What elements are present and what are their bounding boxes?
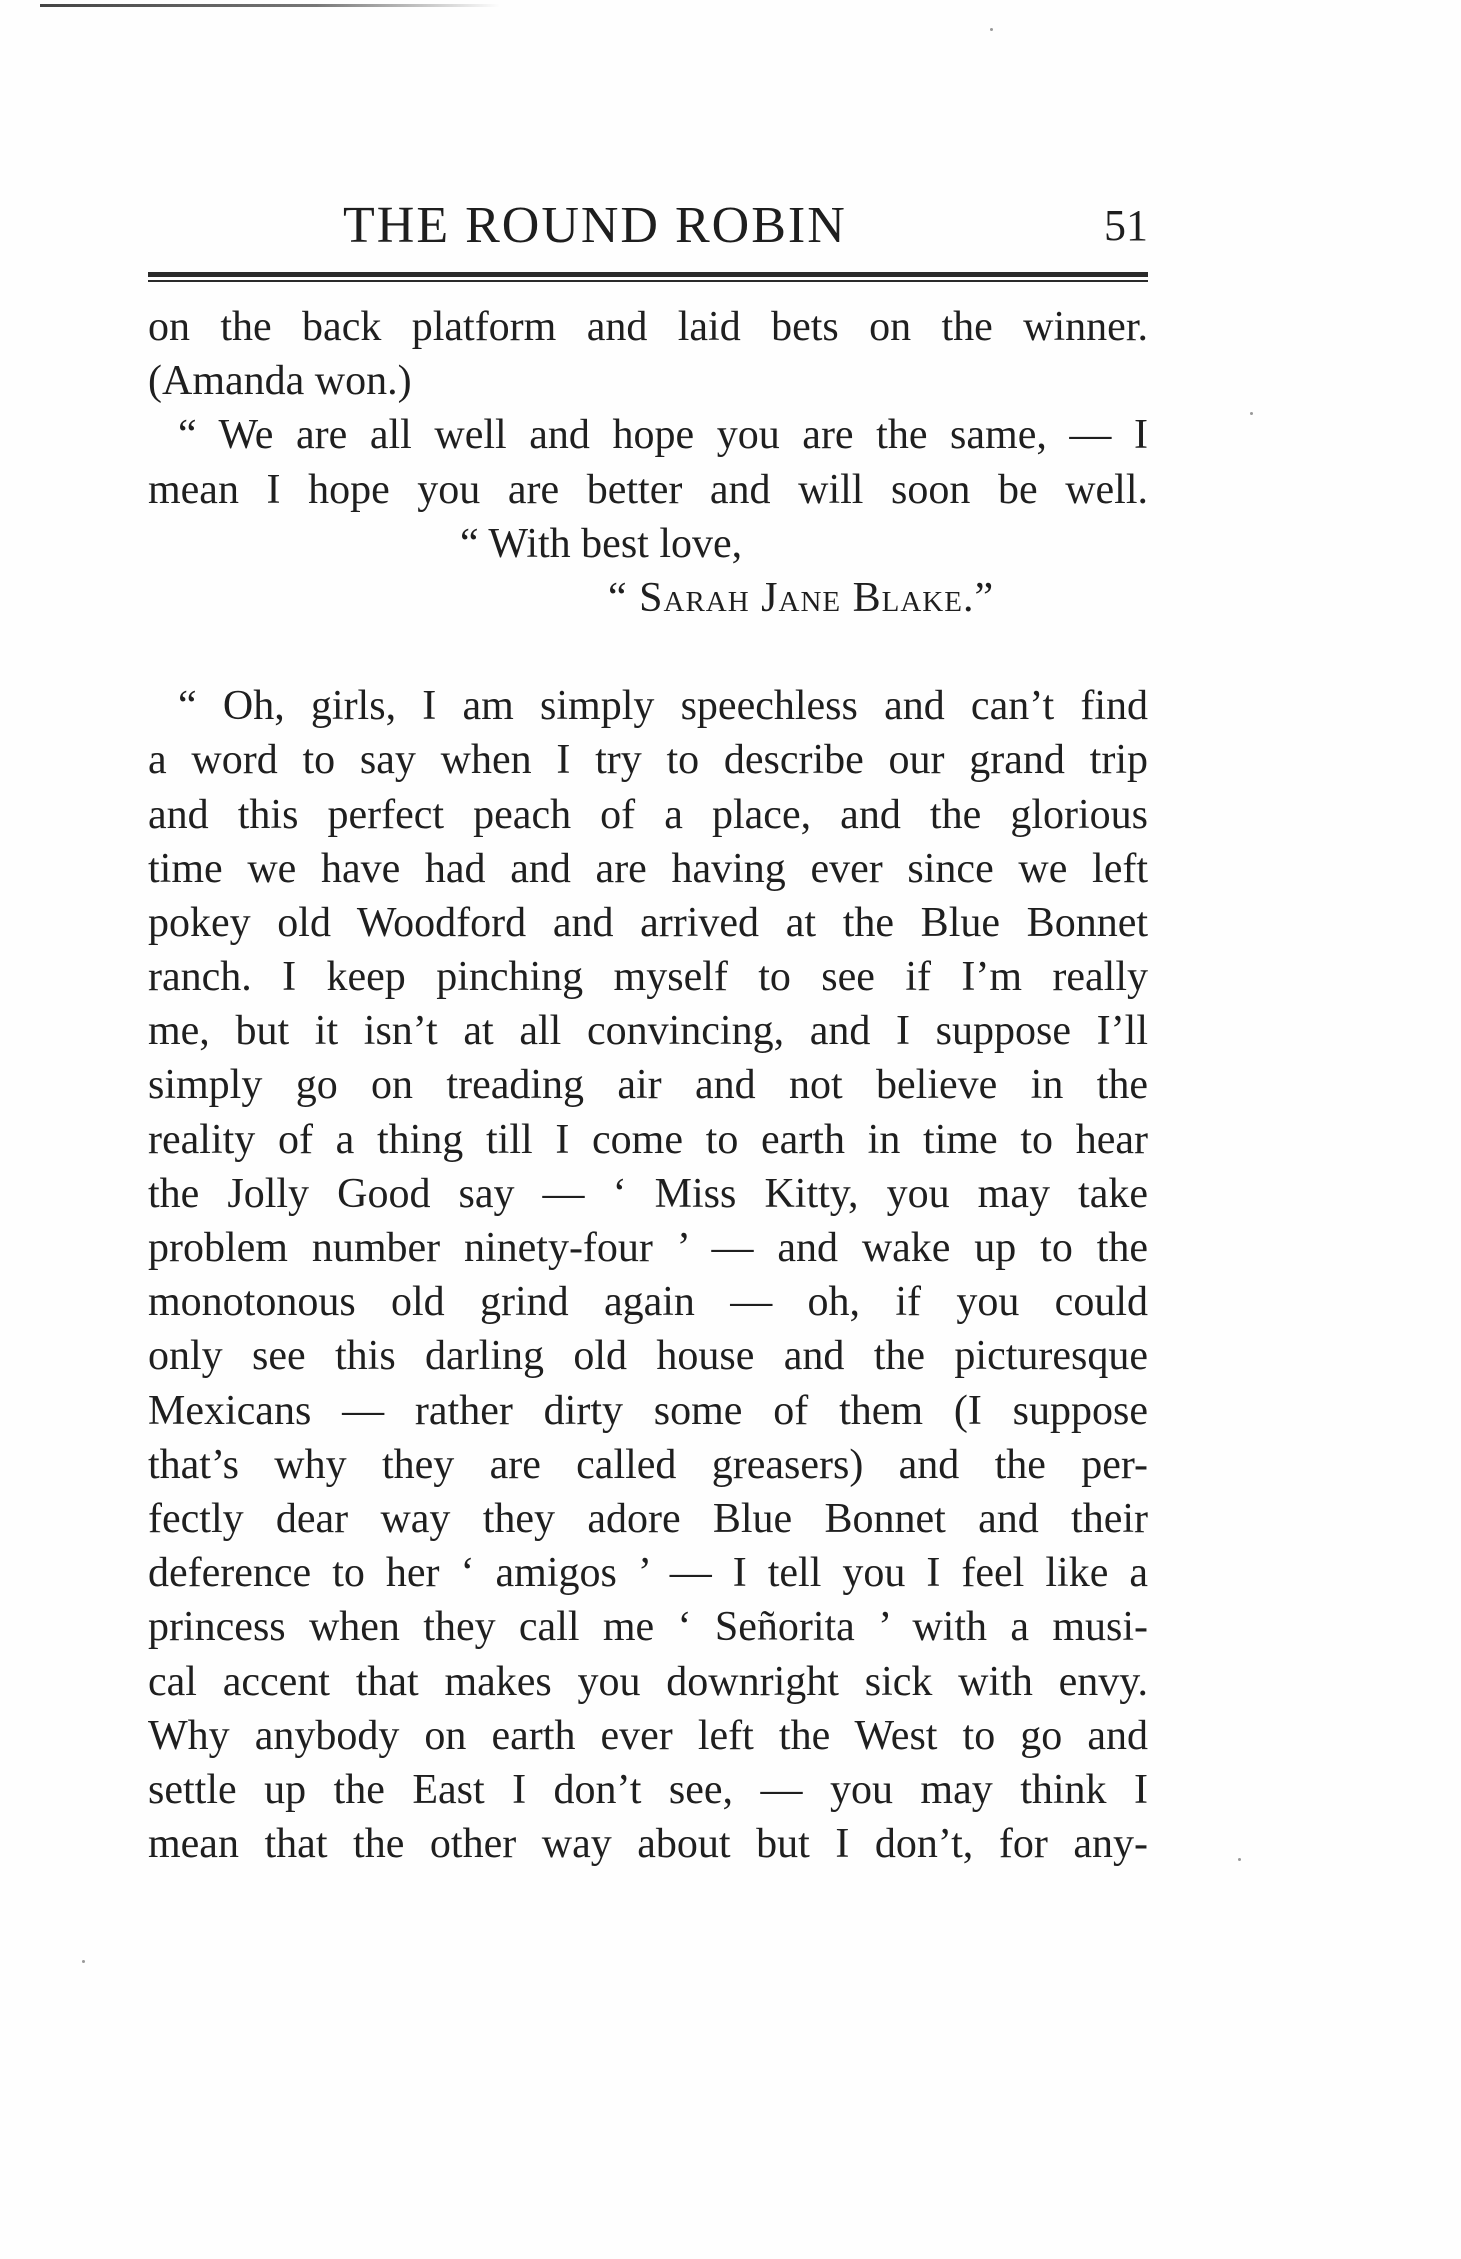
text-line: problem number ninety-four ’ — and wake up to the	[148, 1225, 1148, 1271]
text-line: on the back platform and laid bets on the winner.	[148, 304, 1148, 350]
text-line: time we have had and are having ever since we left	[148, 845, 1148, 892]
text-line: only see this darling old house and the picturesque	[148, 1333, 1148, 1380]
text-line: the Jolly Good say — ‘ Miss Kitty, you may take	[148, 1170, 1148, 1217]
text-line: monotonous old grind again — oh, if you could	[148, 1279, 1148, 1326]
header-rule-thin	[148, 280, 1148, 282]
text-line: Why anybody on earth ever left the West to go and	[148, 1712, 1148, 1759]
text-line: mean that the other way about but I don’t, for any-	[148, 1821, 1148, 1868]
scan-speck	[1238, 1858, 1241, 1861]
letter-closing: “ With best love,	[460, 520, 743, 567]
scan-speck	[1250, 412, 1253, 415]
header-rule-thick	[148, 272, 1148, 277]
scan-speck	[990, 28, 993, 31]
text-line: “ We are all well and hope you are the same, — I	[178, 412, 1148, 459]
letter-signature: “ Sarah Jane Blake.”	[608, 574, 995, 621]
text-line: fectly dear way they adore Blue Bonnet and their	[148, 1495, 1148, 1542]
text-line: settle up the East I don’t see, — you may think I	[148, 1766, 1148, 1813]
text-line: ranch. I keep pinching myself to see if I’m really	[148, 954, 1148, 1001]
text-line: a word to say when I try to describe our grand trip	[148, 737, 1148, 784]
text-line: and this perfect peach of a place, and the glorious	[148, 791, 1148, 838]
text-line: princess when they call me ‘ Señorita ’ with a musi-	[148, 1604, 1148, 1651]
text-line: deference to her ‘ amigos ’ — I tell you I feel like a	[148, 1550, 1148, 1597]
scan-speck	[82, 1960, 85, 1963]
running-title: THE ROUND ROBIN	[343, 197, 847, 254]
paragraph-gap	[148, 625, 1148, 679]
text-line: cal accent that makes you downright sick with envy.	[148, 1658, 1148, 1705]
text-line: Mexicans — rather dirty some of them (I suppose	[148, 1387, 1148, 1434]
page-body	[148, 300, 1148, 1871]
text-line: me, but it isn’t at all convincing, and I suppose I’ll	[148, 1008, 1148, 1055]
scan-edge-mark	[40, 4, 500, 7]
page-number: 51	[1104, 201, 1148, 250]
running-header	[148, 196, 1148, 266]
text-line: mean I hope you are better and will soon be well.	[148, 466, 1148, 513]
text-line: “ Oh, girls, I am simply speechless and can’t find	[178, 683, 1148, 730]
text-line: (Amanda won.)	[148, 358, 412, 405]
text-line: pokey old Woodford and arrived at the Blue Bonnet	[148, 899, 1148, 946]
text-line: simply go on treading air and not believe in the	[148, 1062, 1148, 1109]
text-line: that’s why they are called greasers) and the per-	[148, 1441, 1148, 1488]
text-line: reality of a thing till I come to earth in time to hear	[148, 1116, 1148, 1163]
